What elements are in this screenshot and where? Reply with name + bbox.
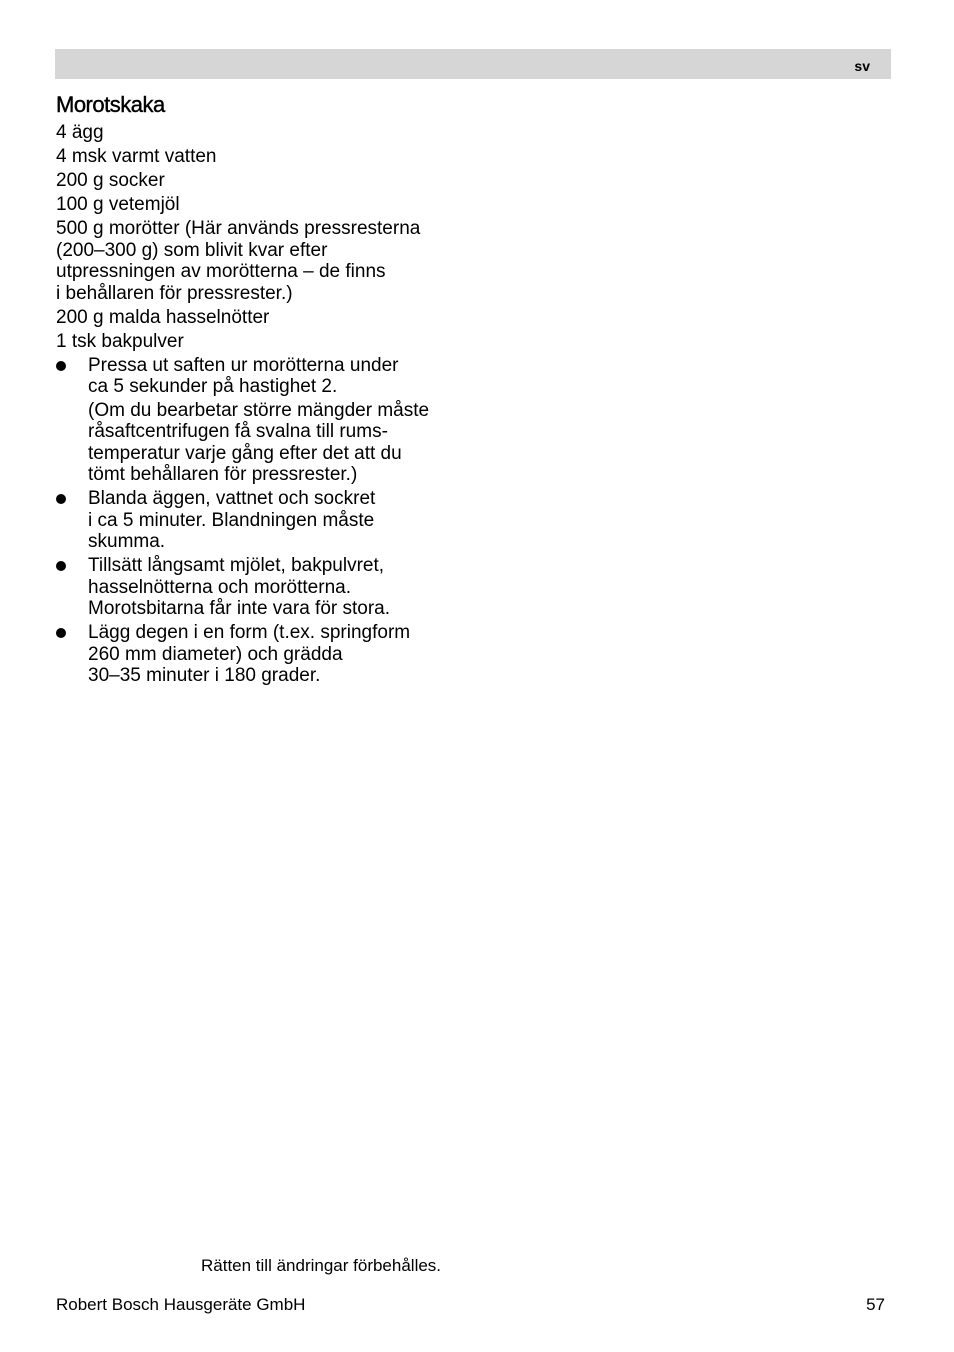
page-number: 57 [866, 1295, 885, 1314]
ingredient-list [56, 122, 476, 352]
ingredient-item: 500 g morötter (Här används pressresterna (200–300 g) som blivit kvar efter utpressningen av morötterna – de finns i behållaren för pressrester.) [56, 218, 421, 304]
instruction-step [56, 555, 476, 620]
bullet-icon [56, 561, 66, 571]
step-text: Blanda äggen, vattnet och sockret i ca 5 minuter. Blandningen måste skumma. [88, 488, 376, 552]
bullet-icon [56, 628, 66, 638]
instruction-list [56, 355, 476, 687]
bullet-icon [56, 361, 66, 371]
bullet-icon [56, 494, 66, 504]
step-text: Tillsätt långsamt mjölet, bakpulvret, hasselnötterna och morötterna. Morotsbitarna får inte vara för stora. [88, 555, 391, 619]
instruction-step [56, 488, 476, 553]
recipe-title: Morotskaka [56, 92, 165, 117]
instruction-step [56, 355, 476, 486]
step-text: Pressa ut saften ur morötterna under ca 5 sekunder på hastighet 2. [88, 354, 399, 397]
header-bar [55, 49, 891, 79]
ingredient-item: 200 g socker [56, 170, 165, 191]
ingredient-item: 200 g malda hasselnötter [56, 306, 270, 328]
step-text: Lägg degen i en form (t.ex. springform 260 mm diameter) och grädda 30–35 minuter i 180 grader. [88, 622, 411, 686]
ingredient-item: 4 ägg [56, 122, 104, 143]
rights-note: Rätten till ändringar förbehålles. [201, 1256, 442, 1275]
language-code: sv [854, 58, 870, 74]
instruction-step [56, 622, 476, 687]
ingredient-item: 1 tsk bakpulver [56, 330, 184, 352]
company-name: Robert Bosch Hausgeräte GmbH [56, 1295, 306, 1314]
ingredient-item: 100 g vetemjöl [56, 194, 180, 215]
recipe-section [56, 92, 476, 689]
step-note: (Om du bearbetar större mängder måste råsaftcentrifugen få svalna till rums- temperatur varje gång efter det att du tömt behållaren för pressrester.) [88, 399, 430, 485]
ingredient-item: 4 msk varmt vatten [56, 146, 217, 167]
